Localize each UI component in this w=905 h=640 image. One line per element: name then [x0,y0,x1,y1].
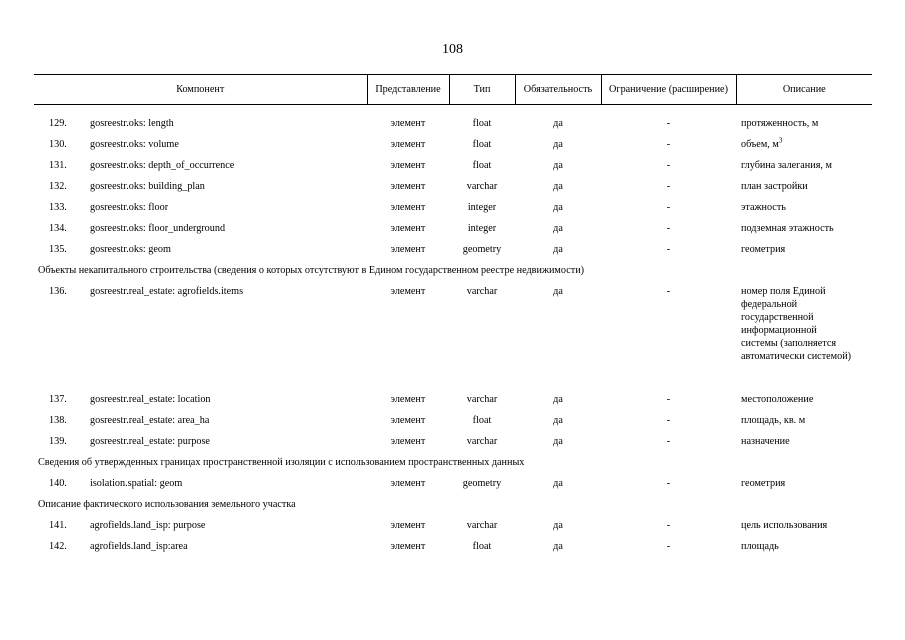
section-row [34,496,872,517]
row-type: integer [467,202,497,213]
header-description: Описание [736,75,872,105]
row-required: да [553,223,563,234]
row-representation: элемент [390,415,426,426]
table-row [34,538,872,559]
row-component: 131. gosreestr.oks: depth_of_occurrence [49,160,235,171]
header-type: Тип [449,75,515,105]
row-required: да [553,244,563,255]
row-required: да [553,286,563,297]
row-type: geometry [462,478,502,489]
row-required: да [553,541,563,552]
row-component: 140. isolation.spatial: geom [49,478,183,489]
row-restriction: - [666,394,671,405]
row-description: назначение [741,436,790,447]
row-required: да [553,118,563,129]
row-required: да [553,160,563,171]
row-representation: элемент [390,436,426,447]
row-type: float [472,160,492,171]
row-description: этажность [741,202,786,213]
row-representation: элемент [390,223,426,234]
table-row [34,199,872,220]
row-required: да [553,436,563,447]
row-type: varchar [466,181,498,192]
row-description: геометрия [741,244,786,255]
table-row [34,475,872,496]
row-component: 141. agrofields.land_isp: purpose [49,520,206,531]
row-restriction: - [666,286,671,297]
row-restriction: - [666,415,671,426]
table-row [34,178,872,199]
section-title: Описание фактического использования земельного участка [38,499,296,510]
row-restriction: - [666,202,671,213]
header-representation: Представление [367,75,449,105]
row-type: geometry [462,244,502,255]
row-component: 132. gosreestr.oks: building_plan [49,181,205,192]
row-required: да [553,181,563,192]
table-row [34,220,872,241]
row-restriction: - [666,478,671,489]
row-representation: элемент [390,160,426,171]
row-restriction: - [666,541,671,552]
section-title: Сведения об утвержденных границах пространственной изоляции с использованием пространственных данных [38,457,525,468]
row-component: 134. gosreestr.oks: floor_underground [49,223,226,234]
row-type: float [472,139,492,150]
table-row [34,283,872,391]
row-description: геометрия [741,478,786,489]
row-required: да [553,478,563,489]
table-row [34,115,872,136]
table-row [34,157,872,178]
row-type: varchar [466,394,498,405]
row-type: varchar [466,436,498,447]
superscript: 3 [778,136,783,145]
table-header-row [34,75,872,105]
table-row [34,241,872,262]
row-type: float [472,541,492,552]
row-representation: элемент [390,478,426,489]
row-description: площадь, кв. м [741,415,806,426]
row-description: местоположение [741,394,814,405]
row-representation: элемент [390,520,426,531]
row-required: да [553,139,563,150]
row-representation: элемент [390,541,426,552]
row-required: да [553,394,563,405]
header-restriction: Ограничение (расширение) [601,75,736,105]
row-required: да [553,520,563,531]
table-row [34,433,872,454]
row-required: да [553,415,563,426]
row-representation: элемент [390,394,426,405]
row-description: площадь [741,541,779,552]
row-restriction: - [666,244,671,255]
row-component: 142. agrofields.land_isp:area [49,541,188,552]
row-restriction: - [666,223,671,234]
row-type: integer [467,223,497,234]
row-description: глубина залегания, м [741,160,832,171]
row-restriction: - [666,520,671,531]
row-component: 133. gosreestr.oks: floor [49,202,169,213]
table-row [34,391,872,412]
row-component: 138. gosreestr.real_estate: area_ha [49,415,210,426]
row-description: цель использования [741,520,828,531]
header-required: Обязательность [515,75,601,105]
table-row [34,517,872,538]
row-representation: элемент [390,139,426,150]
table-row [34,136,872,157]
row-type: varchar [466,520,498,531]
header-component: Компонент [34,75,367,105]
row-restriction: - [666,118,671,129]
row-component: 137. gosreestr.real_estate: location [49,394,211,405]
row-description: протяженность, м [741,118,819,129]
section-title: Объекты некапитального строительства (сведения о которых отсутствуют в Едином государственном реестре недвижимости) [38,265,585,276]
row-representation: элемент [390,181,426,192]
row-representation: элемент [390,244,426,255]
row-component: 130. gosreestr.oks: volume [49,139,179,150]
row-description: план застройки [741,181,808,192]
row-component: 135. gosreestr.oks: geom [49,244,171,255]
row-component: 136. gosreestr.real_estate: agrofields.items [49,286,244,297]
row-component: 139. gosreestr.real_estate: purpose [49,436,210,447]
section-row [34,262,872,283]
row-type: float [472,415,492,426]
row-component: 129. gosreestr.oks: length [49,118,174,129]
row-description: номер поля Единой федеральной государственной информационной системы (заполняется автоматически системой) [741,286,852,362]
row-restriction: - [666,436,671,447]
section-row [34,454,872,475]
page-number: 108 [442,42,463,57]
components-table [34,74,872,559]
row-representation: элемент [390,118,426,129]
row-representation: элемент [390,286,426,297]
row-required: да [553,202,563,213]
row-restriction: - [666,160,671,171]
row-restriction: - [666,139,671,150]
row-type: float [472,118,492,129]
table-row [34,412,872,433]
row-type: varchar [466,286,498,297]
row-restriction: - [666,181,671,192]
row-description: объем, $м^3$ [741,136,783,150]
row-description: подземная этажность [741,223,834,234]
row-representation: элемент [390,202,426,213]
